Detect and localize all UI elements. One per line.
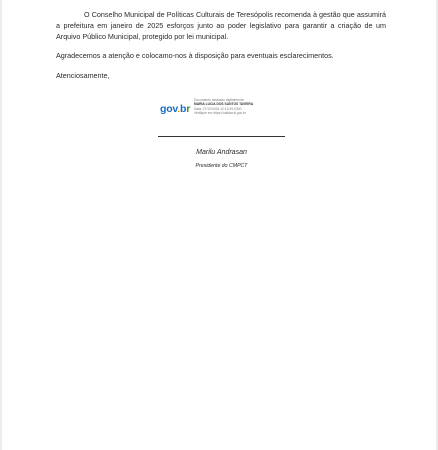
govbr-logo-part: b (180, 103, 187, 115)
paragraph-thanks: Agradecemos a atenção e colocamo-nos à disposição para eventuais esclarecimentos. (56, 51, 334, 60)
signature-metadata (194, 98, 266, 116)
govbr-logo-part: r (186, 103, 191, 115)
signed-digitally-label: Documento assinado digitalmente (194, 98, 244, 102)
govbr-logo-part: gov (160, 103, 178, 115)
signature-line (158, 136, 285, 137)
verify-link-text: Verifique em https://validar.iti.gov.br (194, 111, 246, 116)
signature-date: Data: 27/12/2024 12:13:29-0300 (194, 106, 242, 111)
govbr-logo-part: . (177, 103, 181, 115)
closing-salutation: Atenciosamente, (56, 71, 110, 80)
signer-role: Presidente do CMPCT (195, 163, 248, 169)
digital-signer-name: MARIA LUCIA DOS SANTOS TAVEIRA (194, 102, 254, 107)
signer-name: Marilu Andrasan (196, 149, 247, 156)
digital-signature-stamp (160, 98, 264, 122)
paragraph-recommendation: O Conselho Municipal de Políticas Culturais de Teresópolis recomenda à gestão que assumirá a prefeitura em janeiro de 2025 esforços junto ao poder legislativo para garantir a criação de um Arquivo Público Municipal, protegido por lei municipal. (56, 10, 386, 41)
document-page (2, 0, 436, 450)
govbr-logo (160, 103, 190, 115)
